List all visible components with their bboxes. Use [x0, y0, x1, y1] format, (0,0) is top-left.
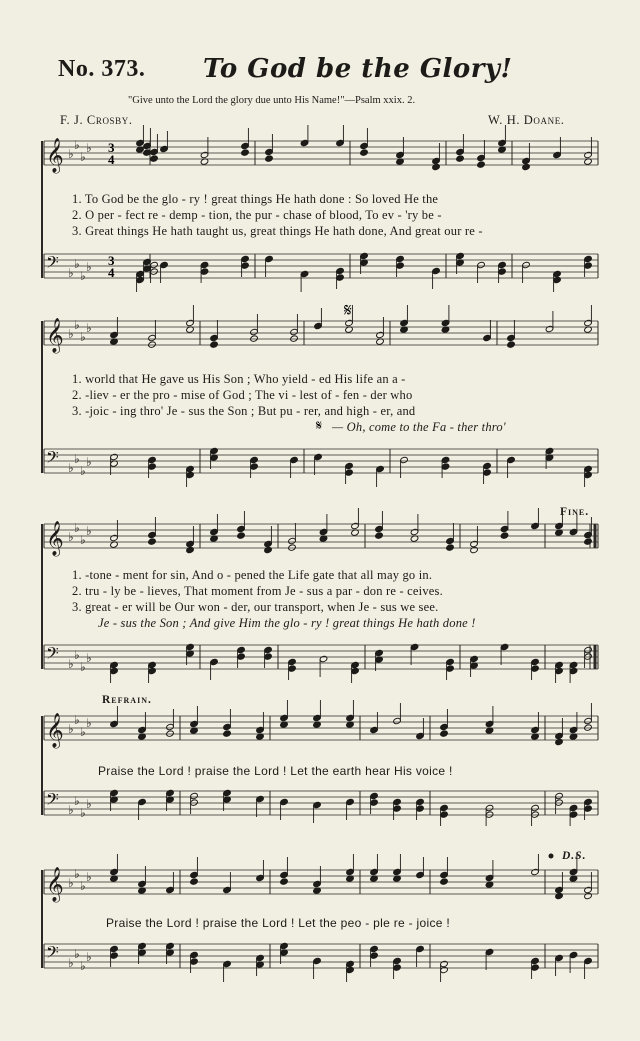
notehead: [440, 878, 449, 885]
flat-icon: ♭: [74, 713, 80, 727]
flat-icon: ♭: [74, 867, 80, 881]
bass-clef-icon: 𝄢: [46, 789, 59, 813]
flat-icon: ♭: [80, 879, 86, 893]
flat-icon: ♭: [74, 452, 80, 466]
lyric-s1-v2: 2. O per - fect re - demp - tion, the pur - chase of blood, To ev - 'ry be -: [72, 208, 442, 222]
flat-icon: ♭: [68, 147, 74, 161]
time-signature-bottom: 4: [108, 152, 115, 167]
flat-icon: ♭: [68, 530, 74, 544]
lyric-s2-v1: 1. world that He gave us His Son ; Who yield - ed His life an a -: [72, 372, 406, 386]
composer-credit: W. H. Doane.: [488, 113, 565, 127]
flat-icon: ♭: [80, 533, 86, 547]
time-signature-top: 3: [108, 253, 115, 268]
flat-icon: ♭: [86, 455, 92, 469]
notehead: [555, 892, 564, 899]
ds-dot-icon: [549, 854, 554, 859]
lyric-s3-v2: 2. tru - ly be - lieves, That moment from Je - sus a par - don re - ceives.: [72, 584, 443, 598]
flat-icon: ♭: [74, 318, 80, 332]
notehead: [584, 892, 593, 899]
notehead: [186, 546, 195, 553]
flat-icon: ♭: [74, 257, 80, 271]
flat-icon: ♭: [80, 806, 86, 820]
flat-icon: ♭: [86, 651, 92, 665]
notehead: [190, 878, 199, 885]
lyric-s2-chorus-cue: — Oh, come to the Fa - ther thro': [332, 420, 506, 434]
bass-clef-icon: 𝄢: [46, 447, 59, 471]
flat-icon: ♭: [74, 138, 80, 152]
flat-icon: ♭: [80, 269, 86, 283]
flat-icon: ♭: [80, 959, 86, 973]
notehead: [440, 730, 449, 737]
refrain-label: Refrain.: [102, 694, 152, 706]
flat-icon: ♭: [86, 260, 92, 274]
time-signature-bottom: 4: [108, 265, 115, 280]
flat-icon: ♭: [68, 461, 74, 475]
flat-icon: ♭: [68, 722, 74, 736]
refrain-line-2: Praise the Lord ! praise the Lord ! Let the peo - ple re - joice !: [106, 916, 450, 930]
notehead: [148, 538, 157, 545]
flat-icon: ♭: [68, 657, 74, 671]
flat-icon: ♭: [80, 660, 86, 674]
lyric-s1-v1: 1. To God be the glo - ry ! great things He hath done : So loved He the: [72, 192, 439, 206]
time-signature-top: 3: [108, 140, 115, 155]
flat-icon: ♭: [68, 803, 74, 817]
notehead: [522, 163, 531, 170]
segno-icon: 𝄋: [344, 300, 352, 321]
treble-clef-icon: 𝄞: [46, 867, 64, 902]
fine-marking: Fine.: [560, 506, 590, 518]
notehead: [507, 341, 516, 348]
lyric-s3-v3: 3. great - er will be Our won - der, our transport, when Je - sus we see.: [72, 600, 439, 614]
lyric-s2-v2: 2. -liev - er the pro - mise of God ; The vi - lest of - fen - der who: [72, 388, 413, 402]
notehead: [280, 878, 289, 885]
notehead: [360, 149, 369, 156]
flat-icon: ♭: [68, 876, 74, 890]
notehead: [456, 155, 465, 162]
flat-icon: ♭: [86, 524, 92, 538]
bass-clef-icon: 𝄢: [46, 942, 59, 966]
flat-icon: ♭: [68, 956, 74, 970]
flat-icon: ♭: [86, 797, 92, 811]
flat-icon: ♭: [74, 794, 80, 808]
notehead: [264, 546, 273, 553]
notehead: [500, 532, 509, 539]
author-credit: F. J. Crosby.: [60, 113, 133, 127]
bass-clef-icon: 𝄢: [46, 252, 59, 276]
flat-icon: ♭: [68, 266, 74, 280]
notehead: [375, 532, 384, 539]
ds-marking: D.S.: [562, 850, 587, 862]
flat-icon: ♭: [86, 321, 92, 335]
notehead: [150, 155, 159, 162]
notehead: [237, 532, 246, 539]
flat-icon: ♭: [80, 330, 86, 344]
flat-icon: ♭: [74, 947, 80, 961]
lyric-s1-v3: 3. Great things He hath taught us, great things He hath done, And great our re -: [72, 224, 483, 238]
notehead: [223, 730, 232, 737]
treble-clef-icon: 𝄞: [46, 138, 64, 173]
flat-icon: ♭: [86, 141, 92, 155]
treble-clef-icon: 𝄞: [46, 521, 64, 556]
lyric-s3-v1: 1. -tone - ment for sin, And o - pened the Life gate that all may go in.: [72, 568, 433, 582]
notehead: [241, 149, 250, 156]
hymn-number: No. 373.: [58, 56, 146, 82]
hymn-title: To God be the Glory!: [203, 54, 513, 84]
refrain-line-1: Praise the Lord ! praise the Lord ! Let the earth hear His voice !: [98, 764, 453, 778]
flat-icon: ♭: [68, 327, 74, 341]
flat-icon: ♭: [86, 950, 92, 964]
notehead: [210, 341, 219, 348]
notehead: [477, 161, 486, 168]
flat-icon: ♭: [74, 648, 80, 662]
lyric-s3-chorus: Je - sus the Son ; And give Him the glo - ry ! great things He hath done !: [98, 616, 476, 630]
treble-clef-icon: 𝄞: [46, 713, 64, 748]
flat-icon: ♭: [80, 725, 86, 739]
notehead: [432, 163, 441, 170]
flat-icon: ♭: [74, 521, 80, 535]
notehead: [446, 544, 455, 551]
flat-icon: ♭: [86, 870, 92, 884]
flat-icon: ♭: [86, 716, 92, 730]
flat-icon: ♭: [80, 464, 86, 478]
notehead: [555, 738, 564, 745]
notehead: [470, 546, 479, 553]
scripture-motto: "Give unto the Lord the glory due unto His Name!"—Psalm xxix. 2.: [128, 95, 416, 106]
lyric-s2-v3: 3. -joic - ing thro' Je - sus the Son ; But pu - rer, and high - er, and: [72, 404, 416, 418]
notehead: [584, 538, 593, 545]
flat-icon: ♭: [80, 150, 86, 164]
notehead: [265, 155, 274, 162]
bass-clef-icon: 𝄢: [46, 643, 59, 667]
treble-clef-icon: 𝄞: [46, 318, 64, 353]
segno-icon: 𝄋: [316, 418, 323, 434]
